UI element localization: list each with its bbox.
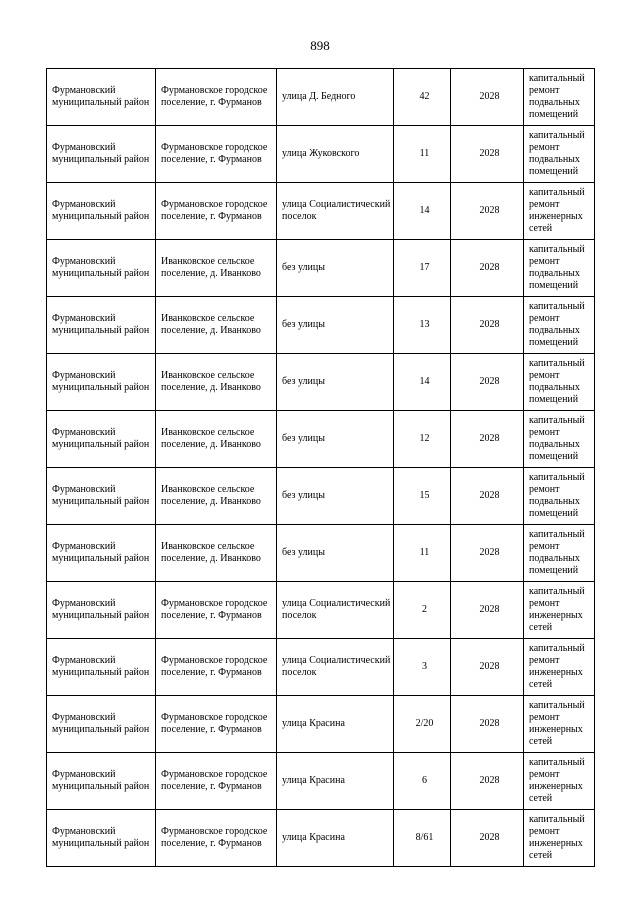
work-type-cell: капитальный ремонт подвальных помещений xyxy=(524,297,595,354)
house-number-cell: 3 xyxy=(394,639,451,696)
settlement-cell: Фурмановское городское поселение, г. Фурманов xyxy=(156,639,277,696)
work-type-cell: капитальный ремонт подвальных помещений xyxy=(524,354,595,411)
settlement-cell: Иванковское сельское поселение, д. Иванково xyxy=(156,411,277,468)
district-cell: Фурмановский муниципальный район xyxy=(47,126,156,183)
table-row xyxy=(47,411,595,468)
settlement-cell: Фурмановское городское поселение, г. Фурманов xyxy=(156,582,277,639)
year-cell: 2028 xyxy=(451,354,524,411)
house-number-cell: 11 xyxy=(394,525,451,582)
page-number: 898 xyxy=(310,38,330,53)
house-number-cell: 14 xyxy=(394,354,451,411)
settlement-cell: Фурмановское городское поселение, г. Фурманов xyxy=(156,69,277,126)
house-number-cell: 12 xyxy=(394,411,451,468)
street-cell: улица Социалистический поселок xyxy=(277,639,394,696)
year-cell: 2028 xyxy=(451,411,524,468)
work-type-cell: капитальный ремонт инженерных сетей xyxy=(524,639,595,696)
work-type-cell: капитальный ремонт инженерных сетей xyxy=(524,753,595,810)
year-cell: 2028 xyxy=(451,183,524,240)
year-cell: 2028 xyxy=(451,297,524,354)
house-number-cell: 14 xyxy=(394,183,451,240)
district-cell: Фурмановский муниципальный район xyxy=(47,240,156,297)
street-cell: улица Социалистический поселок xyxy=(277,582,394,639)
year-cell: 2028 xyxy=(451,69,524,126)
work-type-cell: капитальный ремонт инженерных сетей xyxy=(524,582,595,639)
street-cell: без улицы xyxy=(277,468,394,525)
table-row xyxy=(47,525,595,582)
district-cell: Фурмановский муниципальный район xyxy=(47,183,156,240)
work-type-cell: капитальный ремонт инженерных сетей xyxy=(524,810,595,867)
district-cell: Фурмановский муниципальный район xyxy=(47,639,156,696)
year-cell: 2028 xyxy=(451,525,524,582)
street-cell: улица Д. Бедного xyxy=(277,69,394,126)
work-type-cell: капитальный ремонт подвальных помещений xyxy=(524,411,595,468)
year-cell: 2028 xyxy=(451,696,524,753)
year-cell: 2028 xyxy=(451,240,524,297)
district-cell: Фурмановский муниципальный район xyxy=(47,354,156,411)
district-cell: Фурмановский муниципальный район xyxy=(47,582,156,639)
street-cell: улица Красина xyxy=(277,753,394,810)
settlement-cell: Иванковское сельское поселение, д. Иванково xyxy=(156,240,277,297)
street-cell: улица Красина xyxy=(277,696,394,753)
house-number-cell: 2 xyxy=(394,582,451,639)
register-table-body xyxy=(47,69,595,867)
settlement-cell: Иванковское сельское поселение, д. Иванково xyxy=(156,525,277,582)
settlement-cell: Фурмановское городское поселение, г. Фурманов xyxy=(156,753,277,810)
district-cell: Фурмановский муниципальный район xyxy=(47,525,156,582)
street-cell: без улицы xyxy=(277,240,394,297)
house-number-cell: 2/20 xyxy=(394,696,451,753)
street-cell: без улицы xyxy=(277,297,394,354)
table-row xyxy=(47,69,595,126)
table-row xyxy=(47,810,595,867)
settlement-cell: Иванковское сельское поселение, д. Иванково xyxy=(156,468,277,525)
district-cell: Фурмановский муниципальный район xyxy=(47,468,156,525)
year-cell: 2028 xyxy=(451,639,524,696)
year-cell: 2028 xyxy=(451,582,524,639)
table-row xyxy=(47,240,595,297)
work-type-cell: капитальный ремонт подвальных помещений xyxy=(524,468,595,525)
street-cell: без улицы xyxy=(277,525,394,582)
street-cell: без улицы xyxy=(277,411,394,468)
table-row xyxy=(47,297,595,354)
year-cell: 2028 xyxy=(451,468,524,525)
settlement-cell: Фурмановское городское поселение, г. Фурманов xyxy=(156,810,277,867)
house-number-cell: 42 xyxy=(394,69,451,126)
table-row xyxy=(47,468,595,525)
table-row xyxy=(47,354,595,411)
house-number-cell: 17 xyxy=(394,240,451,297)
settlement-cell: Фурмановское городское поселение, г. Фурманов xyxy=(156,126,277,183)
street-cell: улица Жуковского xyxy=(277,126,394,183)
register-table xyxy=(46,68,595,867)
house-number-cell: 15 xyxy=(394,468,451,525)
work-type-cell: капитальный ремонт подвальных помещений xyxy=(524,69,595,126)
street-cell: без улицы xyxy=(277,354,394,411)
work-type-cell: капитальный ремонт подвальных помещений xyxy=(524,525,595,582)
year-cell: 2028 xyxy=(451,810,524,867)
street-cell: улица Красина xyxy=(277,810,394,867)
district-cell: Фурмановский муниципальный район xyxy=(47,411,156,468)
district-cell: Фурмановский муниципальный район xyxy=(47,297,156,354)
district-cell: Фурмановский муниципальный район xyxy=(47,753,156,810)
settlement-cell: Иванковское сельское поселение, д. Иванково xyxy=(156,354,277,411)
settlement-cell: Фурмановское городское поселение, г. Фурманов xyxy=(156,183,277,240)
house-number-cell: 8/61 xyxy=(394,810,451,867)
work-type-cell: капитальный ремонт инженерных сетей xyxy=(524,183,595,240)
street-cell: улица Социалистический поселок xyxy=(277,183,394,240)
year-cell: 2028 xyxy=(451,126,524,183)
work-type-cell: капитальный ремонт подвальных помещений xyxy=(524,126,595,183)
table-row xyxy=(47,126,595,183)
district-cell: Фурмановский муниципальный район xyxy=(47,69,156,126)
work-type-cell: капитальный ремонт подвальных помещений xyxy=(524,240,595,297)
work-type-cell: капитальный ремонт инженерных сетей xyxy=(524,696,595,753)
table-row xyxy=(47,696,595,753)
house-number-cell: 13 xyxy=(394,297,451,354)
table-row xyxy=(47,582,595,639)
district-cell: Фурмановский муниципальный район xyxy=(47,696,156,753)
settlement-cell: Иванковское сельское поселение, д. Иванково xyxy=(156,297,277,354)
settlement-cell: Фурмановское городское поселение, г. Фурманов xyxy=(156,696,277,753)
table-row xyxy=(47,639,595,696)
table-row xyxy=(47,183,595,240)
year-cell: 2028 xyxy=(451,753,524,810)
house-number-cell: 11 xyxy=(394,126,451,183)
table-row xyxy=(47,753,595,810)
district-cell: Фурмановский муниципальный район xyxy=(47,810,156,867)
house-number-cell: 6 xyxy=(394,753,451,810)
